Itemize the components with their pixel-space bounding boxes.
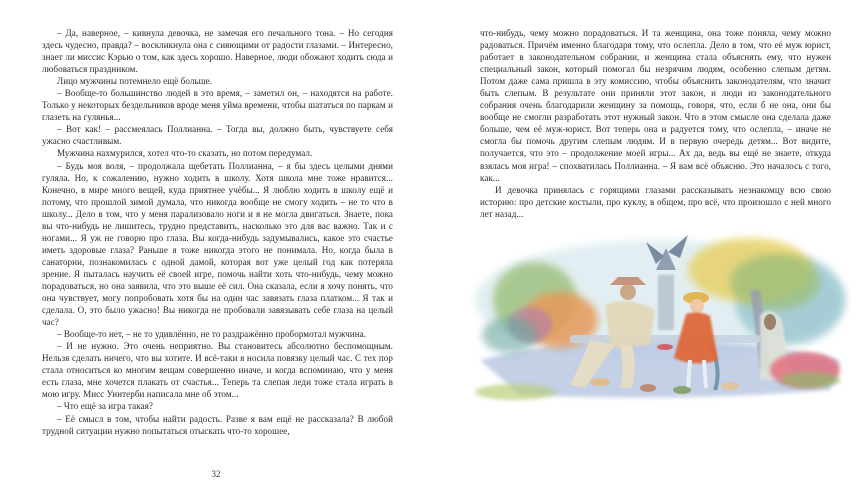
park-bench-illustration xyxy=(460,230,860,405)
right-page-text xyxy=(480,27,831,220)
paragraph: что-нибудь, чему можно порадоваться. И та женщина, она тоже поняла, чему можно радоваться. Причём именно благодаря тому, что ослепла. Дело в том, что её муж юрист, работает в законодательном собрании, и женщина стала объяснять ему, что нужен специальный закон, который помогал бы незрячим людям, особенно слепым детям. Потом даже сама пришла в эту комиссию, чтобы объяснить законодателям, что значит быть слепым. В результате они приняли этот закон, и люди из законодательного собрания очень благодарили женщину за помощь, говоря, что, если б не она, они бы вообще не смогли разработать этот нужный закон. Что в этом смысле она сделала даже больше, чем её муж-юрист. Вот теперь она и радуется тому, что ослепла, – иначе не смогла бы помочь другим слепым людям. И в первую очередь детям... Вот видите, получается, что это – продолжение моей игры... Ах да, ведь вы ещё не знаете, откуда взялась моя игра! – спохватилась Поллианна. – Я вам всё объясню. Это началось с того, как... xyxy=(480,28,831,183)
paragraph: – Вот как! – рассмеялась Поллианна. – Тогда вы, должно быть, чувствуете себя ужасно счастливым. xyxy=(42,124,393,147)
paragraph: Мужчина нахмурился, хотел что-то сказать, но потом передумал. xyxy=(57,148,313,159)
paragraph: – Вообще-то большинство людей в это время, – заметил он, – находятся на работе. Только у некоторых бездельников вроде меня уйма времени, чтобы шататься по паркам и глазеть на гулянья... xyxy=(42,88,393,123)
paragraph: – Да, наверное, – кивнула девочка, не замечая его печального тона. – Но сегодня здесь чудесно, правда? – воскликнула она с сияющими от радости глазами. – Интересно, знает ли миссис Кэрью о том, как здесь хорошо. Наверное, люди обожают ходить сюда и любоваться праздником. xyxy=(42,28,393,75)
paragraph: – И не нужно. Это очень неприятно. Вы становитесь абсолютно беспомощным. Нельзя сделать ничего, что вы хотите. И всё-таки я носила повязку целый час. С тех пор стала относиться ко многим вещам совершенно иначе, и когда вспоминаю, что у меня есть глаза, мне хочется плакать от счастья... Теперь та слепая леди тоже стала играть в мою игру. Мисс Уинтерби написала мне об этом... xyxy=(42,341,393,400)
paragraph: – Её смысл в том, чтобы найти радость. Разве я вам ещё не рассказала? В любой трудной ситуации нужно попытаться отыскать что-то хорошее, xyxy=(42,413,393,436)
paragraph: – Что ещё за игра такая? xyxy=(57,401,153,412)
watercolor-scene xyxy=(460,230,860,405)
paragraph: Лицо мужчины потемнело ещё больше. xyxy=(57,76,213,87)
left-page-text xyxy=(42,27,393,437)
paragraph: – Вообще-то нет, – не то удивлённо, не то раздражённо пробормотал мужчина. xyxy=(57,329,367,340)
paragraph: – Будь моя воля, – продолжала щебетать Поллианна, – я бы здесь целыми днями гуляла. Но, к сожалению, нужно ходить в школу. Хотя школа мне тоже нравится... Конечно, в мире много вещей, куда приятнее учёбы... Я люблю ходить в школу ещё и потому, что прошлой зимой думала, что никогда вообще не смогу ходить – не то что в школу... Дело в том, что у меня парализовало ноги и я не могла двигаться. Знаете, пока вы что-нибудь не лишитесь, трудно представить, насколько это для вас важно. Так и с ногами... Я уж не говорю про глаза. Вы когда-нибудь задумывались, какое это счастье иметь здоровые глаза? Раньше я тоже никогда этого не понимала. Но, когда была в санатории, познакомилась с одной дамой, которая вот уже целый год как потеряла зрение. Я пыталась научить её своей игре, помочь найти хоть что-нибудь, чему можно порадоваться, но она заявила, что это выше её сил. Она сказала, если я хочу понять, что она чувствует, могу попробовать хотя бы на один час завязать глаза платком... Я так и сделала. О, это было ужасно! Вы никогда не пробовали завязывать себе глаза на целый час? xyxy=(42,160,393,328)
paragraph: И девочка принялась с горящими глазами рассказывать незнакомцу всю свою историю: про детские костыли, про куклу, в общем, про всё, что произошло с ней много лет назад... xyxy=(480,184,831,219)
page-number: 32 xyxy=(211,469,221,479)
